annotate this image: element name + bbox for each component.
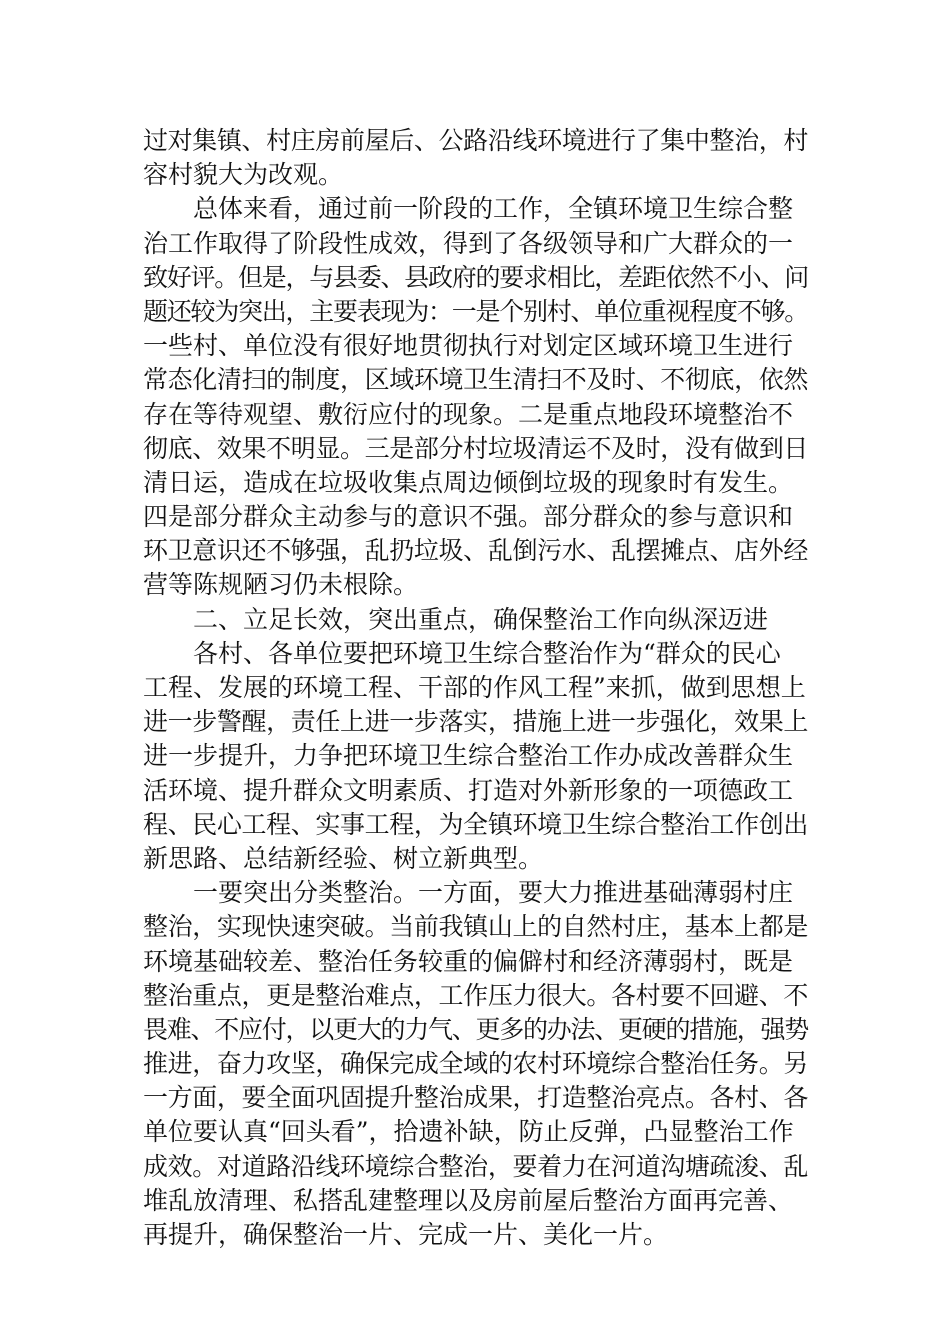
text-line: 环境基础较差、整治任务较重的偏僻村和经济薄弱村，既是	[143, 946, 794, 976]
text-line: 工程、发展的环境工程、干部的作风工程”来抓，做到思想上	[143, 673, 806, 702]
text-line: 四是部分群众主动参与的意识不强。部分群众的参与意识和	[143, 502, 794, 532]
paragraph-first-line: 总体来看，通过前一阶段的工作，全镇环境卫生综合整	[193, 194, 794, 224]
text-line: 过对集镇、村庄房前屋后、公路沿线环境进行了集中整治，村	[143, 126, 809, 155]
text-line: 题还较为突出，主要表现为：一是个别村、单位重视程度不够。	[143, 296, 809, 326]
text-line: 整治重点，更是整治难点，工作压力很大。各村要不回避、不	[143, 980, 809, 1010]
text-line: 一些村、单位没有很好地贯彻执行对划定区域环境卫生进行	[143, 331, 794, 361]
text-line: 推进，奋力攻坚，确保完成全域的农村环境综合整治任务。另	[143, 1049, 809, 1079]
text-line: 存在等待观望、敷衍应付的现象。二是重点地段环境整治不	[143, 399, 794, 429]
text-line: 堆乱放清理、私搭乱建整理以及房前屋后整治方面再完善、	[143, 1185, 794, 1215]
document-body	[143, 124, 808, 1252]
paragraph-first-line: 各村、各单位要把环境卫生综合整治作为“群众的民心	[193, 638, 781, 668]
text-line: 畏难、不应付，以更大的力气、更多的办法、更硬的措施，强势	[143, 1014, 809, 1044]
text-line: 单位要认真“回头看”，拾遗补缺，防止反弹，凸显整治工作	[143, 1117, 794, 1147]
text-line: 彻底、效果不明显。三是部分村垃圾清运不及时，没有做到日	[143, 433, 809, 463]
text-line: 致好评。但是，与县委、县政府的要求相比，差距依然不小、问	[143, 262, 809, 292]
text-line: 程、民心工程、实事工程，为全镇环境卫生综合整治工作创出	[143, 809, 809, 839]
text-line: 常态化清扫的制度，区域环境卫生清扫不及时、不彻底，依然	[143, 365, 809, 395]
text-line: 容村貌大为改观。	[143, 160, 344, 190]
text-line: 新思路、总结新经验、树立新典型。	[143, 843, 544, 873]
text-line: 清日运，造成在垃圾收集点周边倾倒垃圾的现象时有发生。	[143, 467, 794, 497]
text-line: 一方面，要全面巩固提升整治成果，打造整治亮点。各村、各	[143, 1083, 809, 1113]
paragraph-first-line: 二、立足长效，突出重点，确保整治工作向纵深迈进	[193, 604, 769, 634]
text-line: 整治，实现快速突破。当前我镇山上的自然村庄，基本上都是	[143, 912, 809, 942]
text-line: 治工作取得了阶段性成效，得到了各级领导和广大群众的一	[143, 228, 794, 258]
text-line: 成效。对道路沿线环境综合整治，要着力在河道沟塘疏浚、乱	[143, 1151, 809, 1181]
text-line: 营等陈规陋习仍未根除。	[143, 570, 419, 600]
text-line: 进一步警醒，责任上进一步落实，措施上进一步强化，效果上	[143, 707, 809, 737]
text-line: 再提升，确保整治一片、完成一片、美化一片。	[143, 1220, 669, 1249]
text-line: 环卫意识还不够强，乱扔垃圾、乱倒污水、乱摆摊点、店外经	[143, 536, 809, 566]
text-line: 进一步提升，力争把环境卫生综合整治工作办成改善群众生	[143, 741, 794, 771]
paragraph-first-line: 一要突出分类整治。一方面，要大力推进基础薄弱村庄	[193, 878, 794, 908]
text-line: 活环境、提升群众文明素质、打造对外新形象的一项德政工	[143, 775, 794, 805]
